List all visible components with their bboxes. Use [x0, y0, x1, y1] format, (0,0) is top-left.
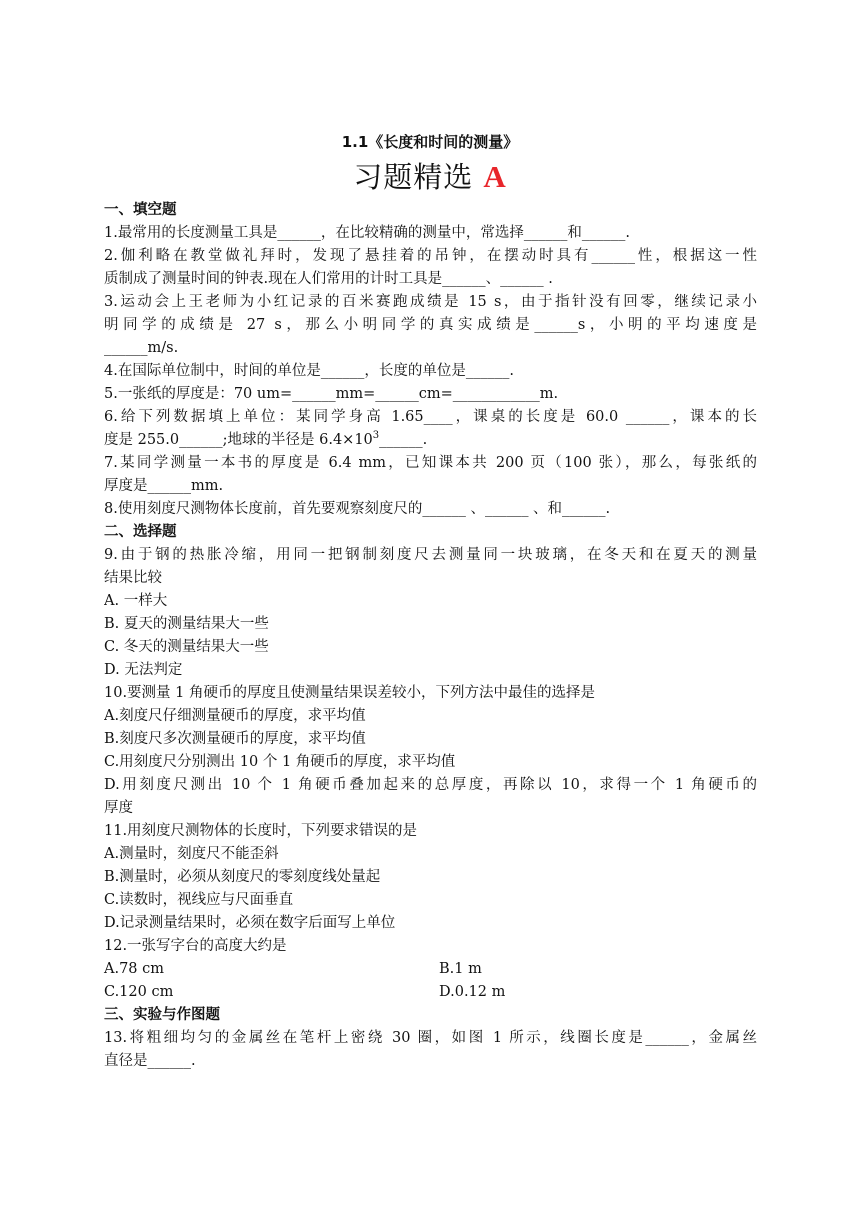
- question-11-option-a: A.测量时，刻度尺不能歪斜: [104, 846, 279, 862]
- question-9-line-1: 9.由于钢的热胀冷缩，用同一把钢制刻度尺去测量同一块玻璃，在冬天和在夏天的测量: [104, 547, 757, 563]
- question-7-line-2: 厚度是______mm.: [104, 478, 224, 494]
- question-10-option-a: A.刻度尺仔细测量硬币的厚度，求平均值: [104, 708, 366, 724]
- question-10-option-c: C.用刻度尺分别测出 10 个 1 角硬币的厚度，求平均值: [104, 754, 456, 770]
- question-2-line-2: 质制成了测量时间的钟表.现在人们常用的计时工具是______、______ .: [104, 271, 553, 287]
- question-9-option-d: D. 无法判定: [104, 662, 183, 678]
- question-2-line-1: 2.伽利略在教堂做礼拜时，发现了悬挂着的吊钟，在摆动时具有______性，根据这一性: [104, 248, 757, 264]
- question-12-options-row-2: [104, 981, 757, 1004]
- section-heading-fill-blank: 一、填空题: [104, 202, 177, 218]
- question-10-option-d-line-1: D.用刻度尺测出 10 个 1 角硬币叠加起来的总厚度，再除以 10，求得一个 1 角硬币的: [104, 777, 757, 793]
- question-12-option-b: B.1 m: [439, 961, 482, 977]
- question-3-line-1: 3.运动会上王老师为小红记录的百米赛跑成绩是 15 s，由于指针没有回零，继续记录小: [104, 294, 757, 310]
- question-8: 8.使用刻度尺测物体长度前，首先要观察刻度尺的______ 、______ 、和______.: [104, 501, 611, 517]
- question-4: 4.在国际单位制中，时间的单位是______，长度的单位是______.: [104, 363, 514, 379]
- question-3-line-3: ______m/s.: [104, 340, 179, 356]
- question-9-option-b: B. 夏天的测量结果大一些: [104, 616, 269, 632]
- section-heading-experiment: 三、实验与作图题: [104, 1007, 220, 1023]
- question-11-option-d: D.记录测量结果时，必须在数字后面写上单位: [104, 915, 396, 931]
- question-6-tail: ______.: [379, 432, 428, 448]
- question-11: 11.用刻度尺测物体的长度时，下列要求错误的是: [104, 823, 418, 839]
- question-6-line-2: [104, 429, 757, 452]
- title-main: 习题精选: [353, 160, 484, 194]
- document-title: [0, 158, 860, 196]
- question-6-line-1: 6.给下列数据填上单位：某同学身高 1.65____，课桌的长度是 60.0 ______，课本的长: [104, 409, 757, 425]
- question-9-option-c: C. 冬天的测量结果大一些: [104, 639, 269, 655]
- question-10: 10.要测量 1 角硬币的厚度且使测量结果误差较小，下列方法中最佳的选择是: [104, 685, 596, 701]
- question-12-option-c: C.120 cm: [104, 984, 174, 1000]
- question-11-option-b: B.测量时，必须从刻度尺的零刻度线处量起: [104, 869, 381, 885]
- document-body: [104, 199, 757, 1073]
- question-12-option-d: D.0.12 m: [439, 984, 506, 1000]
- question-10-option-b: B.刻度尺多次测量硬币的厚度，求平均值: [104, 731, 366, 747]
- question-6-text: 度是 255.0______;地球的半径是 6.4×10: [104, 432, 373, 448]
- document-subtitle: 1.1《长度和时间的测量》: [341, 133, 519, 151]
- question-10-option-d-line-2: 厚度: [104, 800, 133, 816]
- question-11-option-c: C.读数时，视线应与尺面垂直: [104, 892, 294, 908]
- question-9-line-2: 结果比较: [104, 570, 162, 586]
- question-12: 12.一张写字台的高度大约是: [104, 938, 287, 954]
- question-1: 1.最常用的长度测量工具是______，在比较精确的测量中，常选择______和______.: [104, 225, 630, 241]
- question-9-option-a: A. 一样大: [104, 593, 168, 609]
- question-6-exponent: 3: [372, 430, 380, 442]
- question-12-option-a: A.78 cm: [104, 961, 165, 977]
- question-12-options-row-1: [104, 958, 757, 981]
- title-accent-letter: A: [483, 159, 507, 194]
- question-13-line-2: 直径是______.: [104, 1053, 196, 1069]
- question-5: 5.一张纸的厚度是：70 um=______mm=______cm=____________m.: [104, 386, 559, 402]
- section-heading-multiple-choice: 二、选择题: [104, 524, 177, 540]
- question-7-line-1: 7.某同学测量一本书的厚度是 6.4 mm，已知课本共 200 页（100 张），那么，每张纸的: [104, 455, 757, 471]
- question-3-line-2: 明同学的成绩是 27 s，那么小明同学的真实成绩是______s，小明的平均速度是: [104, 317, 757, 333]
- question-13-line-1: 13.将粗细均匀的金属丝在笔杆上密绕 30 圈，如图 1 所示，线圈长度是______，金属丝: [104, 1030, 757, 1046]
